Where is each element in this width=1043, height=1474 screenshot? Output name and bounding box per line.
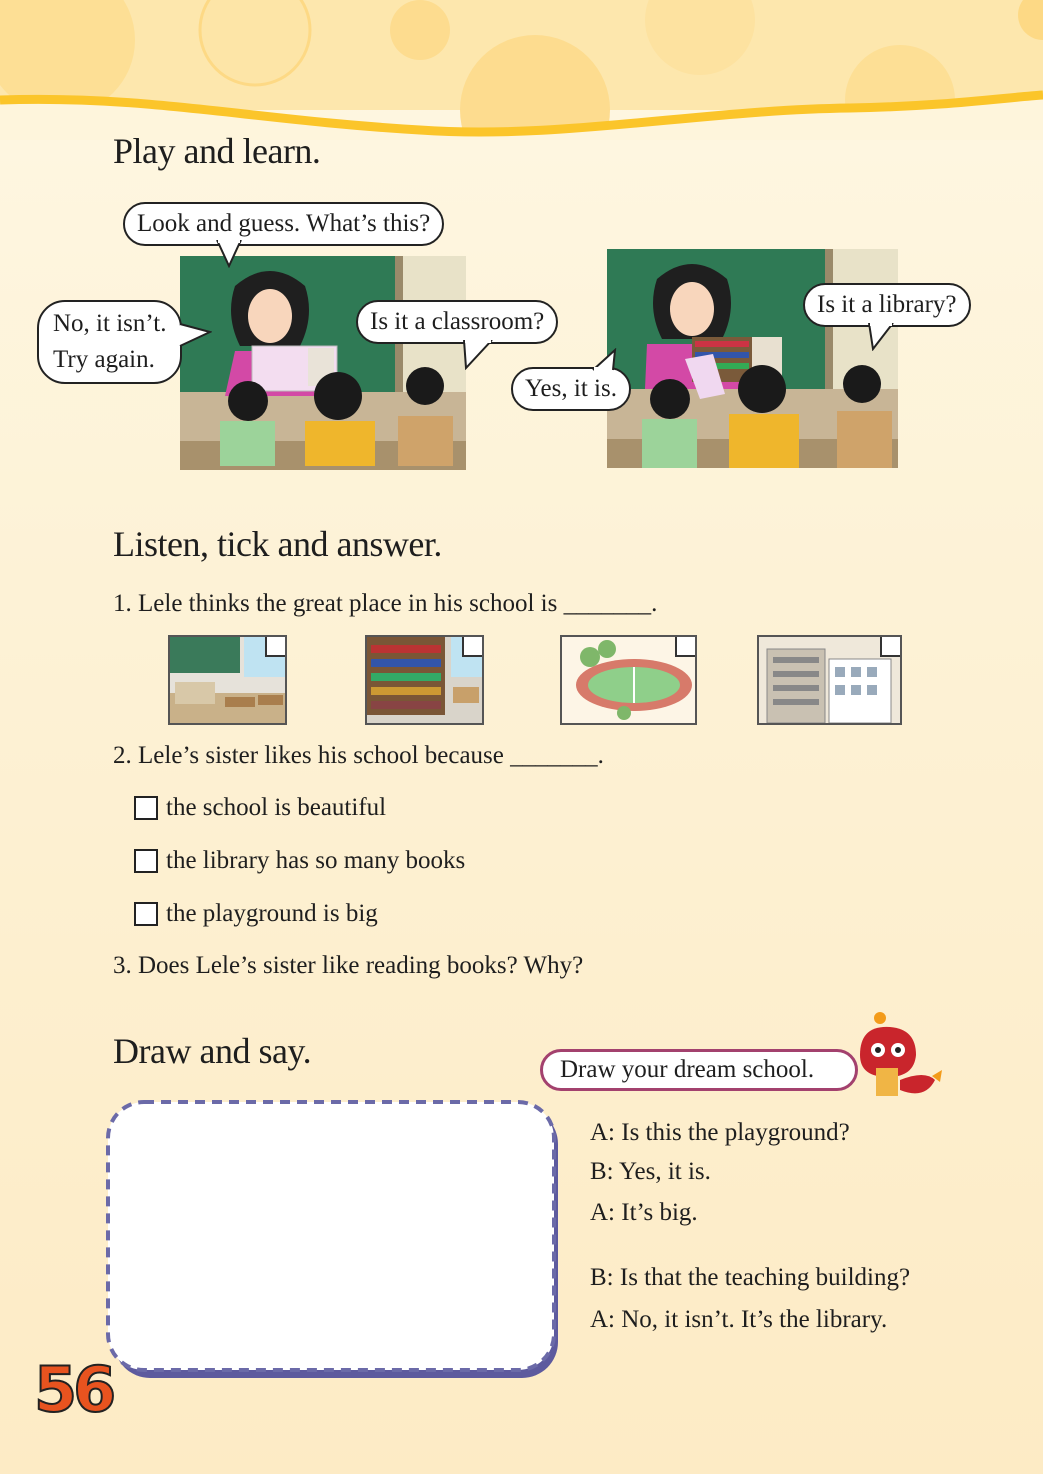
speech-bubble-is-it-a-classroom: Is it a classroom?: [356, 300, 558, 344]
bubble-tail: [585, 348, 619, 372]
play-and-learn-title: Play and learn.: [113, 131, 321, 171]
dialog-line: A: No, it isn’t. It’s the library.: [590, 1306, 888, 1333]
speech-bubble-is-it-a-library: Is it a library?: [803, 283, 971, 327]
speech-bubble-yes-it-is: Yes, it is.: [511, 367, 631, 411]
tick-box[interactable]: [462, 635, 484, 657]
teacher-classroom-scene: [180, 256, 466, 470]
q2-option: [134, 900, 378, 928]
header-decoration: [0, 0, 1043, 140]
option-label: the playground is big: [166, 900, 378, 927]
classroom-picture: [168, 635, 287, 725]
dialog-line: A: It’s big.: [590, 1199, 698, 1226]
checkbox[interactable]: [134, 902, 158, 926]
question-3: 3. Does Lele’s sister like reading books? Why?: [113, 952, 584, 979]
bubble-line: Try again.: [53, 346, 155, 373]
checkbox[interactable]: [134, 849, 158, 873]
library-picture: [365, 635, 484, 725]
bubble-tail: [865, 323, 899, 351]
dialog-line: B: Yes, it is.: [590, 1158, 711, 1185]
listen-tick-answer-title: Listen, tick and answer.: [113, 524, 442, 564]
speech-bubble-no-it-isnt: [37, 300, 182, 384]
question-1: 1. Lele thinks the great place in his school is _______.: [113, 590, 658, 617]
bubble-line: No, it isn’t.: [53, 310, 167, 337]
playground-picture: [560, 635, 697, 725]
option-label: the school is beautiful: [166, 794, 387, 821]
option-label: the library has so many books: [166, 847, 466, 874]
dialog-line: A: Is this the playground?: [590, 1119, 850, 1146]
tick-box[interactable]: [675, 635, 697, 657]
q2-option: [134, 794, 386, 822]
tick-box[interactable]: [880, 635, 902, 657]
teaching-building-picture: [757, 635, 902, 725]
teacher-library-scene: [607, 249, 898, 468]
page-number-digits: 56: [34, 1353, 113, 1426]
bubble-tail: [215, 240, 245, 268]
draw-and-say-title: Draw and say.: [113, 1031, 312, 1071]
bubble-tail: [462, 340, 502, 370]
checkbox[interactable]: [134, 796, 158, 820]
question-2: 2. Lele’s sister likes his school because _______.: [113, 742, 604, 769]
bubble-tail: [178, 322, 212, 350]
q2-option: [134, 847, 465, 875]
page-number: [34, 1355, 112, 1425]
dragon-icon: [850, 1010, 945, 1108]
tick-box[interactable]: [265, 635, 287, 657]
drawing-frame[interactable]: [104, 1098, 564, 1384]
dialog-line: B: Is that the teaching building?: [590, 1264, 911, 1291]
speech-bubble-look-and-guess: Look and guess. What’s this?: [123, 202, 444, 246]
prompt-text: Draw your dream school.: [560, 1056, 815, 1083]
